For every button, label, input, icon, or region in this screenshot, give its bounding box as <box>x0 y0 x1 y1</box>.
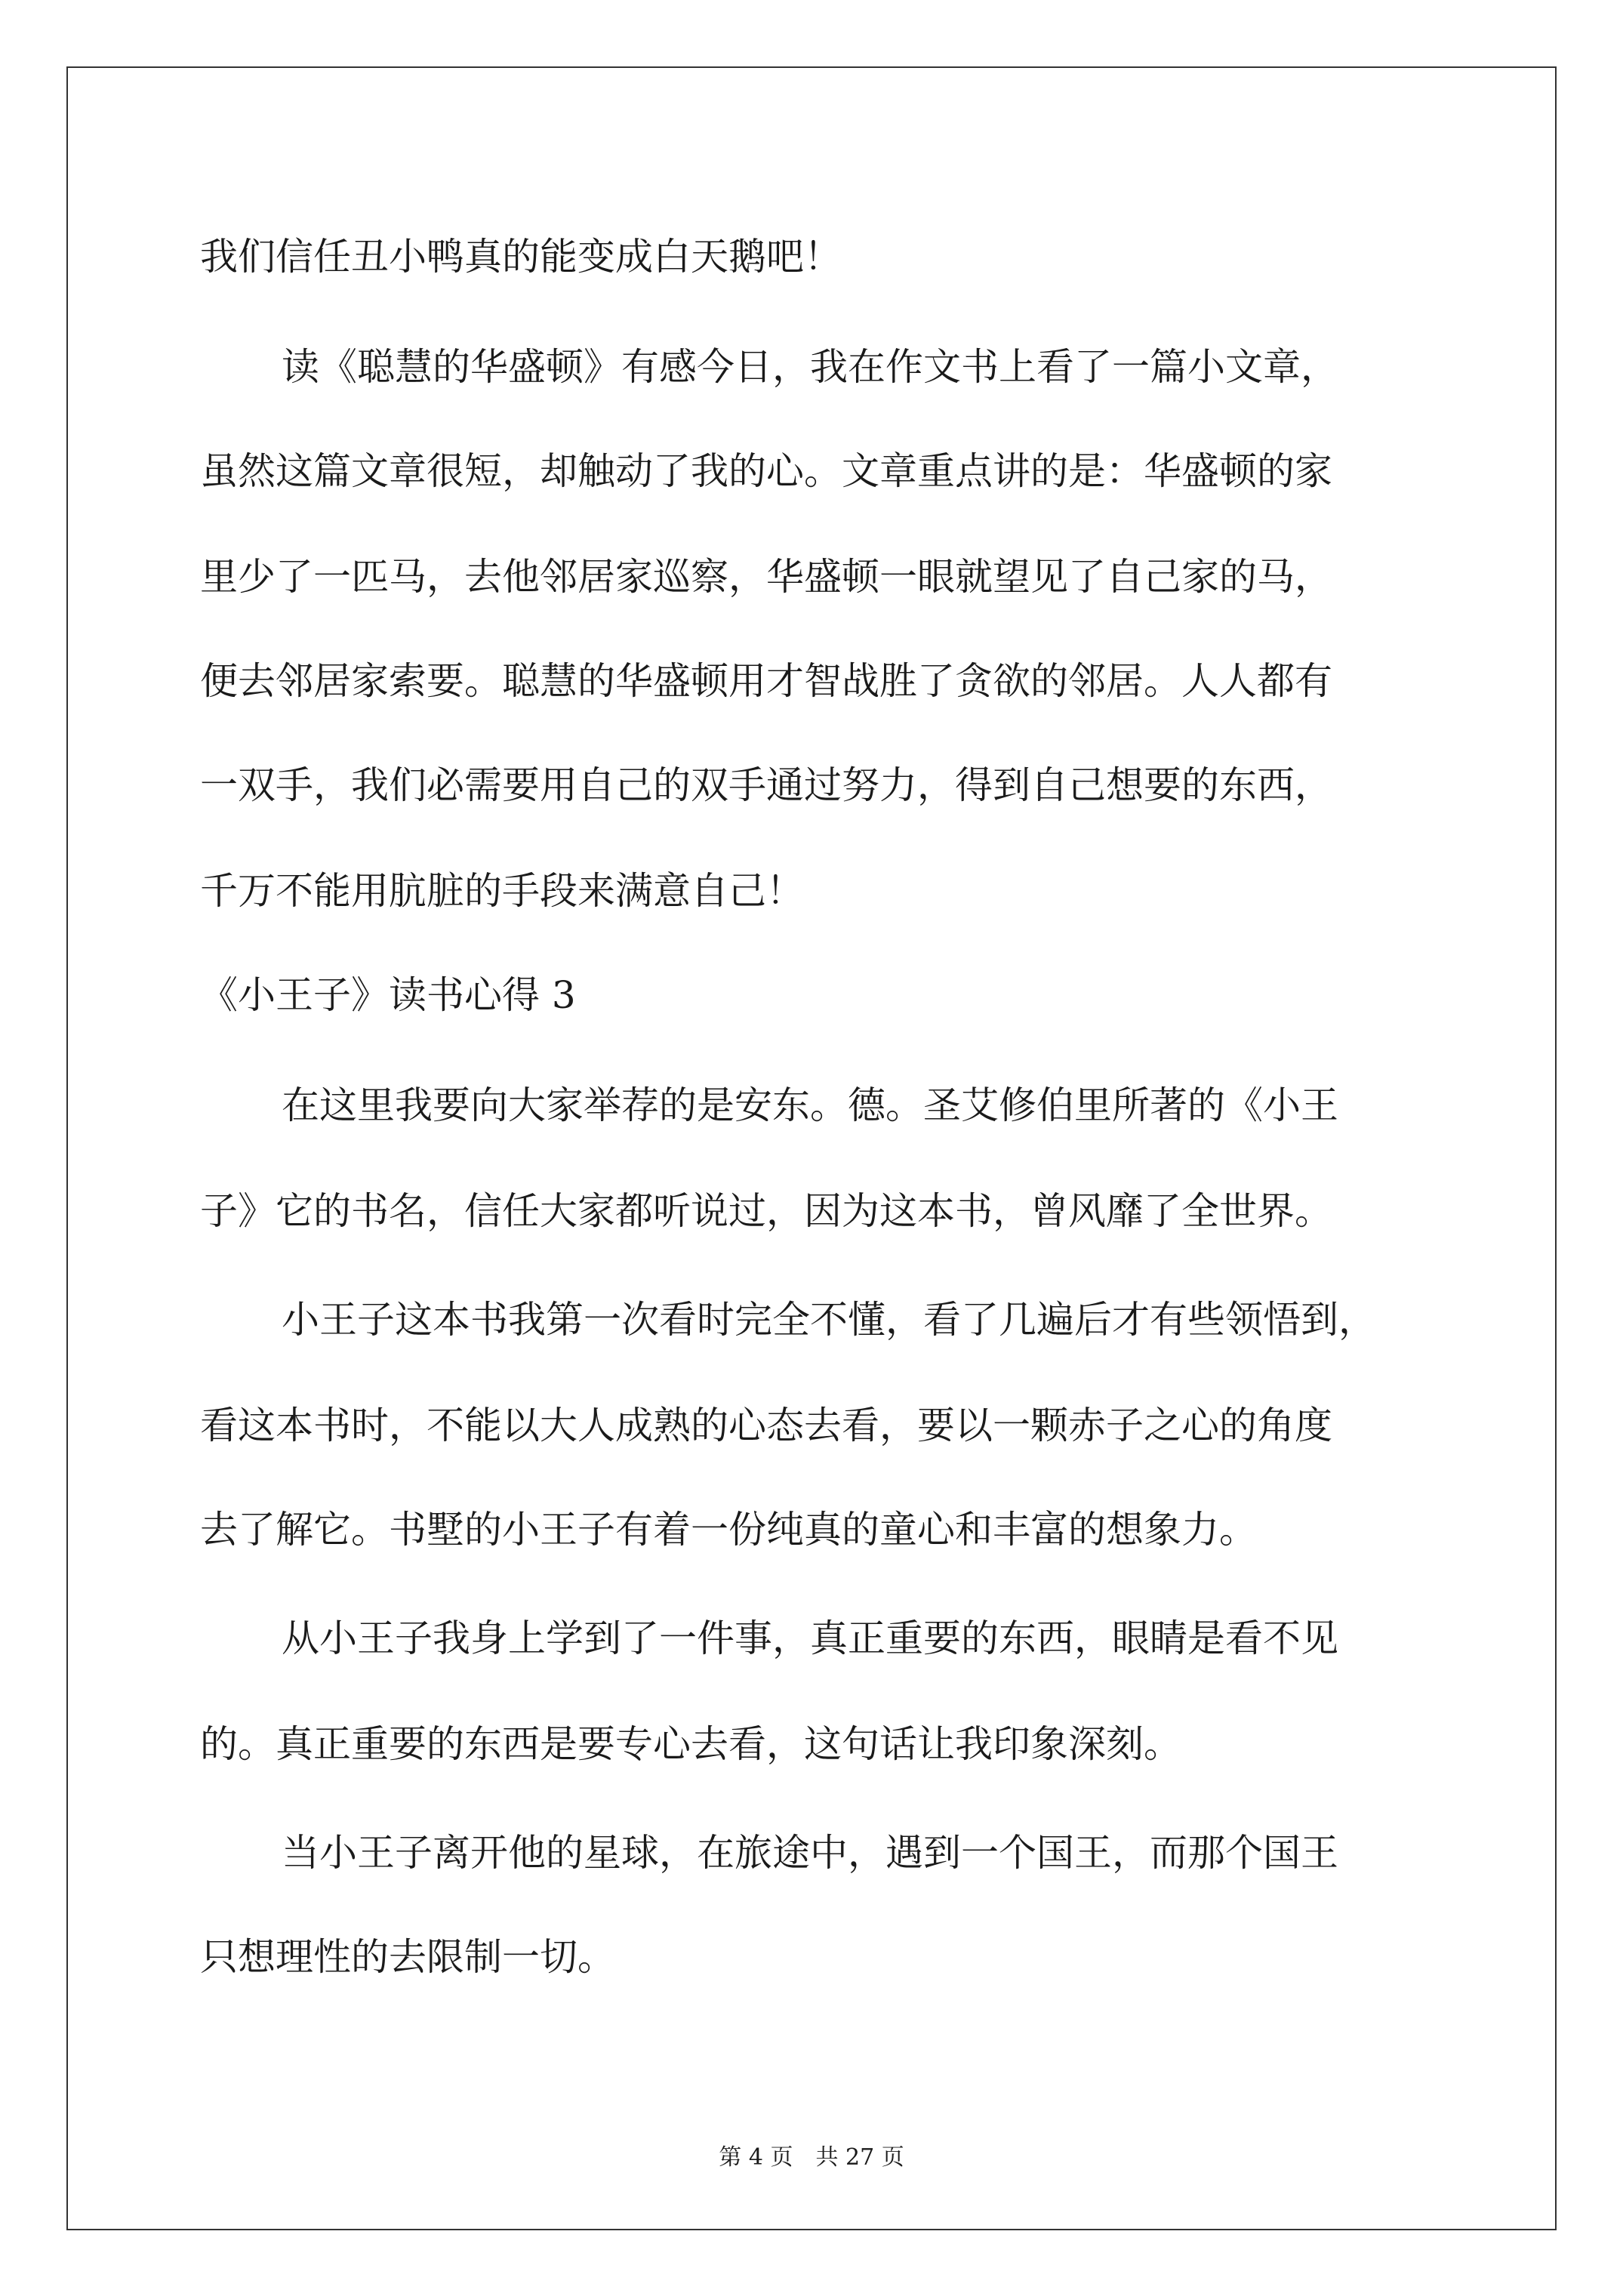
text-line-1: 我们信任丑小鸭真的能变成白天鹅吧！ <box>200 235 842 279</box>
text-line-15: 的。真正重要的东西是要专心去看，这句话让我印象深刻。 <box>200 1722 1181 1766</box>
text-line-5: 便去邻居家索要。聪慧的华盛顿用才智战胜了贪欲的邻居。人人都有 <box>200 659 1332 703</box>
text-line-4: 里少了一匹马，去他邻居家巡察，华盛顿一眼就望见了自己家的马， <box>200 555 1332 599</box>
text-line-2: 读《聪慧的华盛顿》有感今日，我在作文书上看了一篇小文章， <box>282 345 1338 389</box>
text-line-6: 一双手，我们必需要用自己的双手通过努力，得到自己想要的东西， <box>200 763 1332 807</box>
page-footer <box>0 2143 1623 2173</box>
text-line-7: 千万不能用肮脏的手段来满意自己！ <box>200 869 804 913</box>
text-line-3: 虽然这篇文章很短，却触动了我的心。文章重点讲的是：华盛顿的家 <box>200 449 1332 493</box>
page-total: 共 27 页 <box>815 2144 904 2171</box>
text-line-17: 只想理性的去限制一切。 <box>200 1935 615 1979</box>
text-line-9: 在这里我要向大家举荐的是安东。德。圣艾修伯里所著的《小王 <box>282 1083 1338 1127</box>
text-line-11: 小王子这本书我第一次看时完全不懂，看了几遍后才有些领悟到， <box>282 1298 1376 1342</box>
text-line-12: 看这本书时，不能以大人成熟的心态去看，要以一颗赤子之心的角度 <box>200 1404 1332 1447</box>
section-heading: 《小王子》读书心得 3 <box>200 973 576 1017</box>
text-line-16: 当小王子离开他的星球，在旅途中，遇到一个国王，而那个国王 <box>282 1831 1338 1875</box>
text-line-14: 从小王子我身上学到了一件事，真正重要的东西，眼睛是看不见 <box>282 1616 1338 1660</box>
text-line-13: 去了解它。书墅的小王子有着一份纯真的童心和丰富的想象力。 <box>200 1508 1257 1552</box>
page-border <box>66 66 1557 2230</box>
text-line-10: 子》它的书名，信任大家都听说过，因为这本书，曾风靡了全世界。 <box>200 1189 1332 1233</box>
page-number: 第 4 页 <box>719 2144 793 2171</box>
